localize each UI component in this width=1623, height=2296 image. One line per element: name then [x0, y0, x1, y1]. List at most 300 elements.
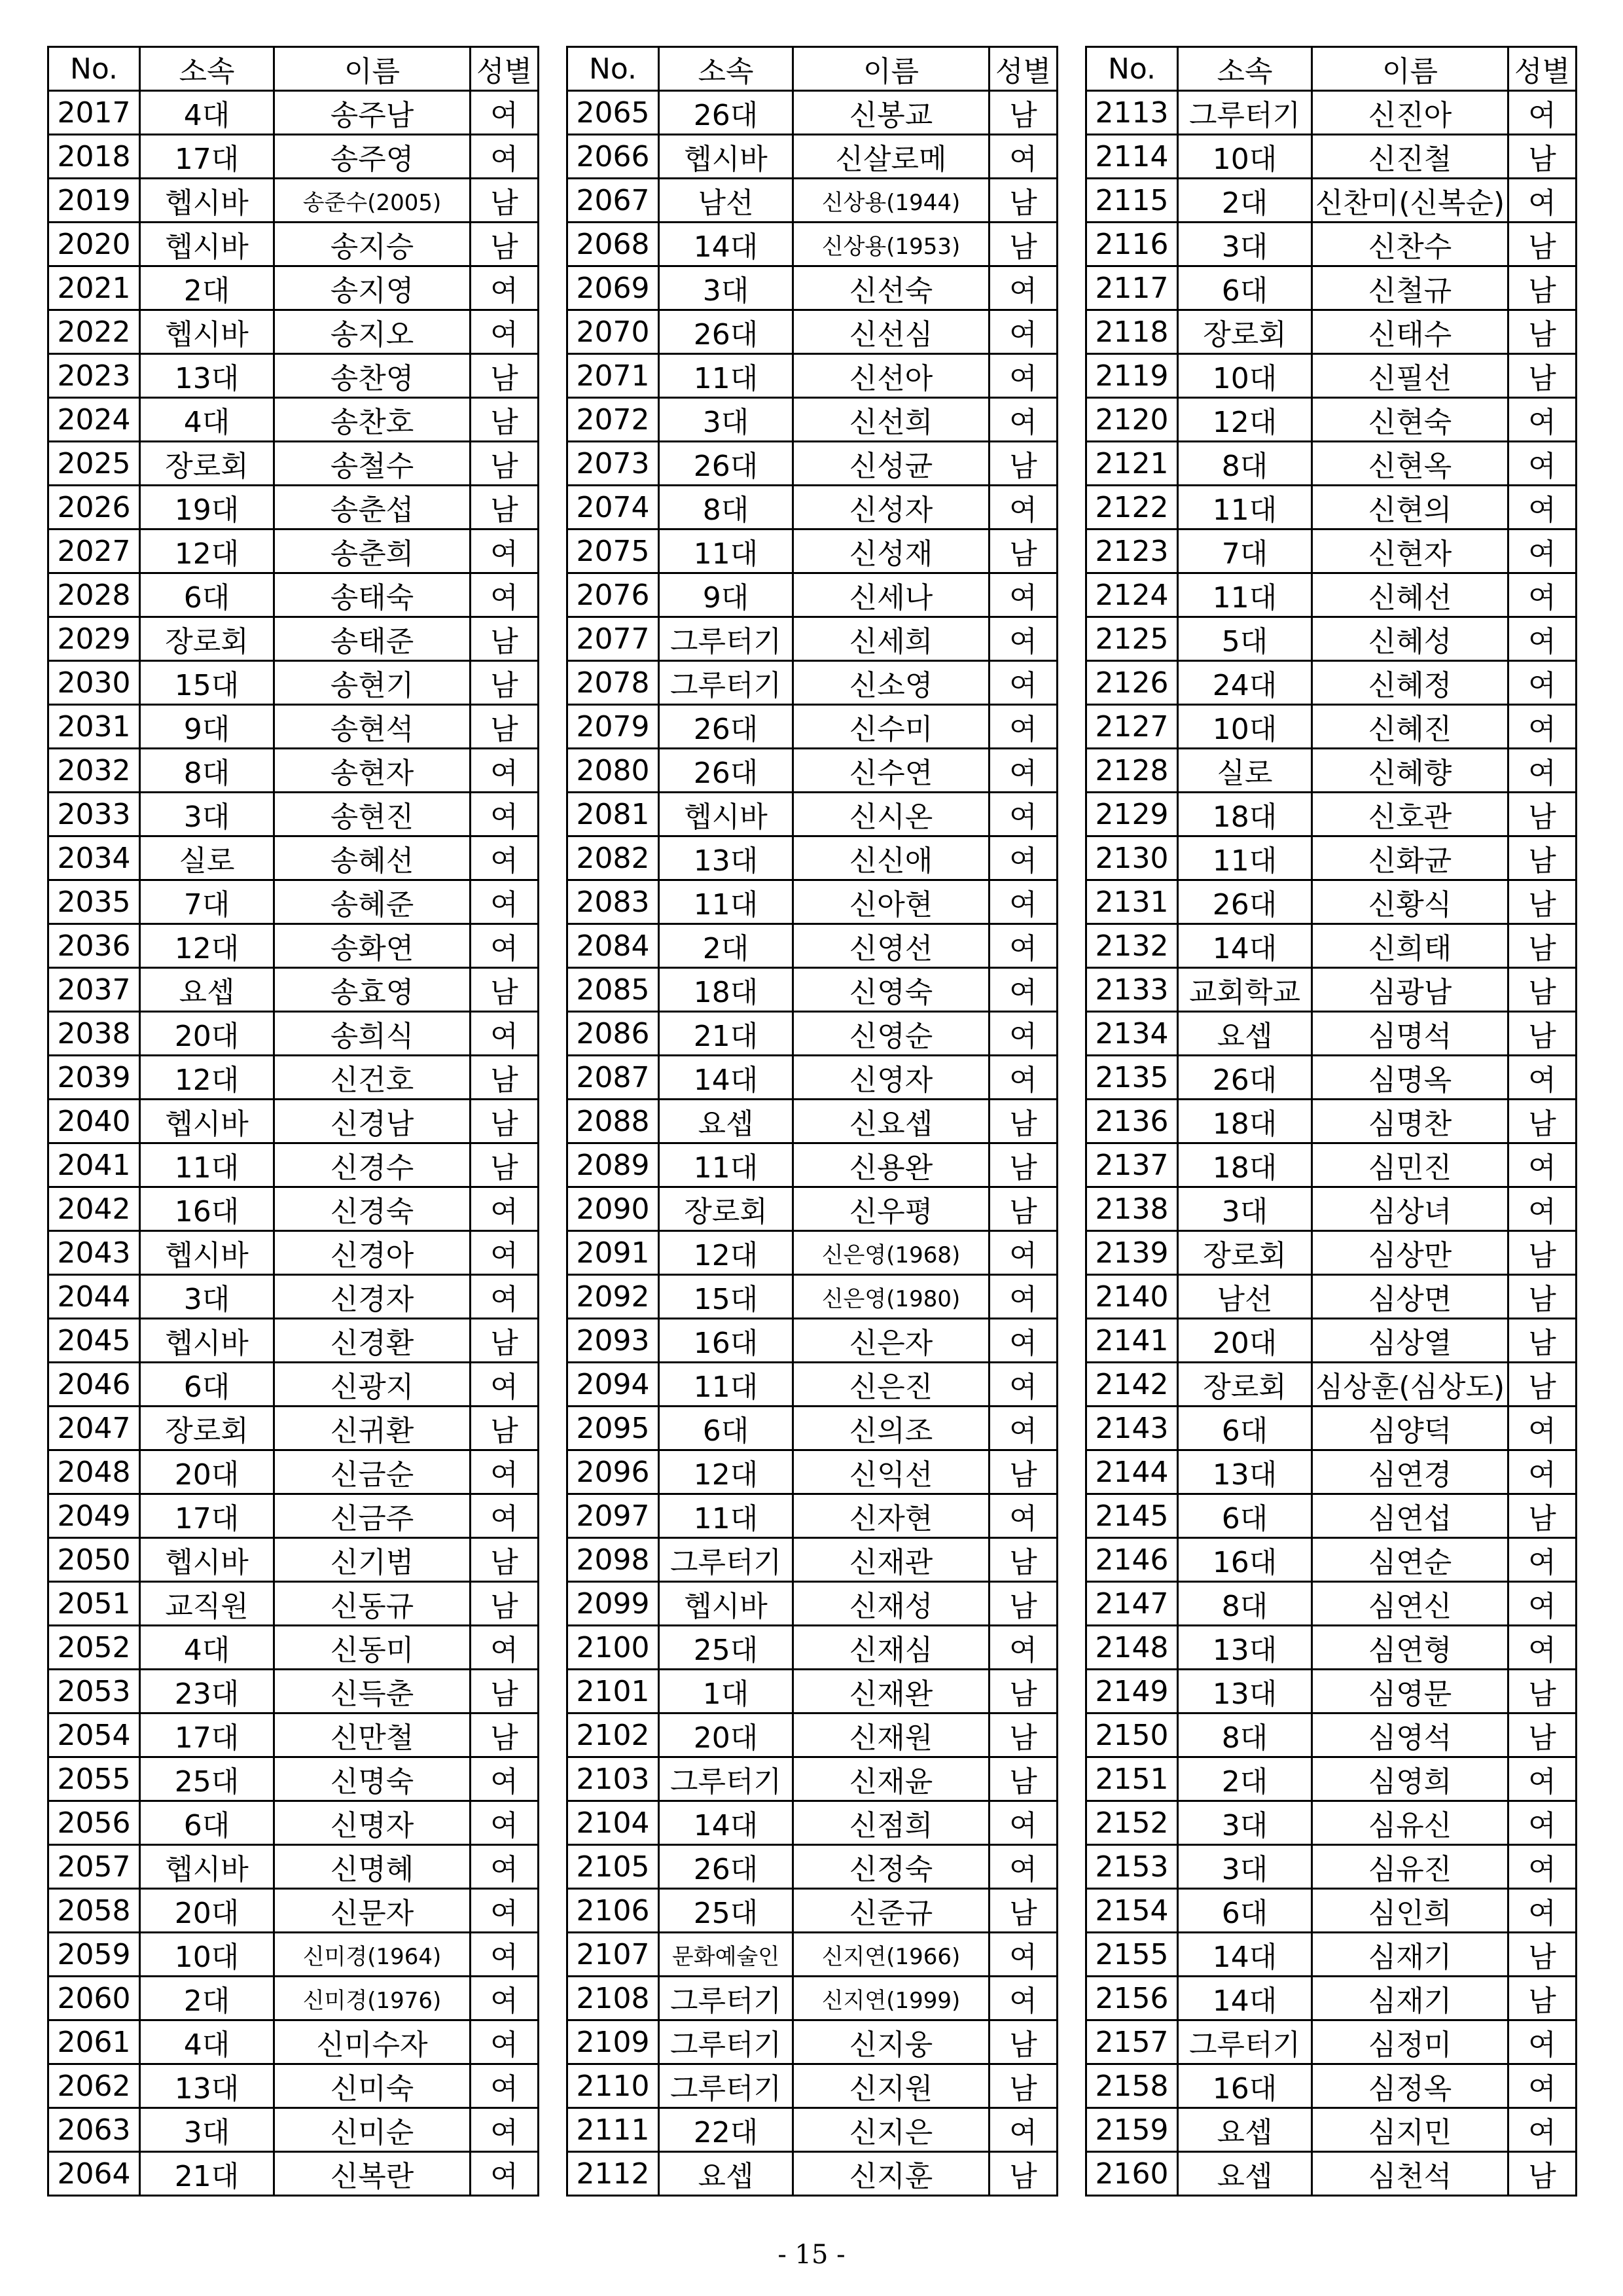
cell-sex: 여: [990, 749, 1058, 793]
cell-no: 2082: [567, 836, 659, 880]
cell-sex: 남: [471, 968, 539, 1012]
cell-no: 2035: [48, 880, 140, 924]
table-row: [1086, 398, 1577, 442]
cell-no: 2102: [567, 1713, 659, 1757]
table-row: [48, 442, 539, 486]
table-row: [48, 1319, 539, 1363]
cell-org: 헵시바: [659, 793, 793, 836]
cell-sex: 여: [1508, 573, 1577, 617]
cell-org: 10대: [140, 1933, 274, 1977]
cell-org: 요셉: [1178, 2108, 1312, 2152]
cell-org: 8대: [140, 749, 274, 793]
cell-sex: 여: [471, 1450, 539, 1494]
cell-no: 2087: [567, 1056, 659, 1100]
cell-name: 심광남: [1312, 968, 1508, 1012]
cell-sex: 남: [990, 1670, 1058, 1713]
cell-name: 신재윤: [793, 1757, 990, 1801]
cell-no: 2158: [1086, 2064, 1178, 2108]
cell-no: 2070: [567, 310, 659, 354]
cell-name: 신혜향: [1312, 749, 1508, 793]
cell-org: 17대: [140, 1713, 274, 1757]
cell-no: 2039: [48, 1056, 140, 1100]
cell-no: 2076: [567, 573, 659, 617]
cell-org: 장로회: [140, 442, 274, 486]
table-row: [1086, 573, 1577, 617]
cell-org: 12대: [1178, 398, 1312, 442]
cell-name: 신기범: [274, 1538, 471, 1582]
cell-org: 11대: [659, 529, 793, 573]
cell-name: 송혜준: [274, 880, 471, 924]
cell-org: 26대: [659, 749, 793, 793]
cell-name: 신재원: [793, 1713, 990, 1757]
cell-org: 14대: [659, 223, 793, 266]
table-row: [567, 135, 1058, 179]
table-row: [1086, 705, 1577, 749]
cell-org: 요셉: [659, 1100, 793, 1143]
cell-sex: 여: [1508, 661, 1577, 705]
cell-name: 신지훈: [793, 2152, 990, 2196]
table-row: [567, 617, 1058, 661]
cell-name: 신찬수: [1312, 223, 1508, 266]
table-row: [1086, 793, 1577, 836]
cell-name: 심연섭: [1312, 1494, 1508, 1538]
cell-name: 심연경: [1312, 1450, 1508, 1494]
cell-no: 2114: [1086, 135, 1178, 179]
cell-sex: 남: [471, 1670, 539, 1713]
table-row: [567, 2152, 1058, 2196]
cell-org: 15대: [140, 661, 274, 705]
cell-org: 21대: [140, 2152, 274, 2196]
cell-name: 심상녀: [1312, 1187, 1508, 1231]
cell-no: 2064: [48, 2152, 140, 2196]
cell-no: 2063: [48, 2108, 140, 2152]
cell-sex: 여: [1508, 1757, 1577, 1801]
table-row: [567, 529, 1058, 573]
table-row: [1086, 1143, 1577, 1187]
roster-table-3: [1085, 46, 1577, 2197]
cell-org: 18대: [1178, 1100, 1312, 1143]
cell-name: 신미경(1976): [274, 1977, 471, 2020]
cell-name: 신선심: [793, 310, 990, 354]
cell-no: 2130: [1086, 836, 1178, 880]
cell-no: 2074: [567, 486, 659, 529]
table-row: [48, 310, 539, 354]
table-row: [567, 1889, 1058, 1933]
cell-org: 실로: [1178, 749, 1312, 793]
table-row: [1086, 1626, 1577, 1670]
cell-org: 14대: [1178, 1977, 1312, 2020]
cell-org: 11대: [659, 1494, 793, 1538]
cell-sex: 남: [1508, 1933, 1577, 1977]
cell-name: 신세희: [793, 617, 990, 661]
cell-org: 11대: [659, 1143, 793, 1187]
cell-name: 심연순: [1312, 1538, 1508, 1582]
cell-no: 2038: [48, 1012, 140, 1056]
cell-name: 신경아: [274, 1231, 471, 1275]
table-row: [48, 354, 539, 398]
cell-no: 2046: [48, 1363, 140, 1407]
table-row: [567, 310, 1058, 354]
cell-org: 장로회: [1178, 1231, 1312, 1275]
cell-no: 2051: [48, 1582, 140, 1626]
cell-org: 헵시바: [659, 135, 793, 179]
cell-no: 2048: [48, 1450, 140, 1494]
cell-name: 신현옥: [1312, 442, 1508, 486]
table-row: [48, 91, 539, 135]
cell-no: 2112: [567, 2152, 659, 2196]
cell-name: 신찬미(신복순): [1312, 179, 1508, 223]
cell-name: 신명혜: [274, 1845, 471, 1889]
table-row: [567, 1143, 1058, 1187]
header-sex: 성별: [990, 47, 1058, 91]
cell-sex: 여: [1508, 179, 1577, 223]
cell-no: 2160: [1086, 2152, 1178, 2196]
cell-name: 신필선: [1312, 354, 1508, 398]
cell-no: 2024: [48, 398, 140, 442]
cell-no: 2142: [1086, 1363, 1178, 1407]
cell-org: 문화예술인: [659, 1933, 793, 1977]
cell-sex: 여: [1508, 398, 1577, 442]
cell-name: 신미순: [274, 2108, 471, 2152]
cell-no: 2032: [48, 749, 140, 793]
cell-sex: 남: [471, 705, 539, 749]
cell-name: 심유신: [1312, 1801, 1508, 1845]
cell-sex: 남: [1508, 354, 1577, 398]
cell-no: 2113: [1086, 91, 1178, 135]
cell-no: 2110: [567, 2064, 659, 2108]
cell-org: 11대: [1178, 836, 1312, 880]
cell-name: 신화균: [1312, 836, 1508, 880]
cell-name: 신요셉: [793, 1100, 990, 1143]
cell-name: 심연신: [1312, 1582, 1508, 1626]
table-row: [48, 1713, 539, 1757]
cell-sex: 여: [1508, 1889, 1577, 1933]
cell-sex: 남: [990, 1143, 1058, 1187]
cell-name: 신시온: [793, 793, 990, 836]
cell-name: 신동미: [274, 1626, 471, 1670]
cell-no: 2073: [567, 442, 659, 486]
table-row: [567, 1100, 1058, 1143]
cell-name: 신현숙: [1312, 398, 1508, 442]
table-row: [48, 1801, 539, 1845]
cell-name: 심상만: [1312, 1231, 1508, 1275]
cell-name: 신지연(1966): [793, 1933, 990, 1977]
cell-name: 신준규: [793, 1889, 990, 1933]
cell-name: 신재심: [793, 1626, 990, 1670]
cell-org: 10대: [1178, 135, 1312, 179]
cell-sex: 여: [1508, 1538, 1577, 1582]
table-row: [48, 1143, 539, 1187]
cell-no: 2125: [1086, 617, 1178, 661]
table-row: [1086, 1713, 1577, 1757]
cell-sex: 여: [990, 2108, 1058, 2152]
table-row: [48, 529, 539, 573]
roster-table-1: [47, 46, 539, 2197]
cell-org: 그루터기: [659, 661, 793, 705]
cell-no: 2077: [567, 617, 659, 661]
cell-sex: 여: [990, 1012, 1058, 1056]
cell-name: 신재완: [793, 1670, 990, 1713]
table-row: [567, 968, 1058, 1012]
cell-name: 신선숙: [793, 266, 990, 310]
cell-name: 신정숙: [793, 1845, 990, 1889]
cell-sex: 여: [1508, 2020, 1577, 2064]
cell-name: 신금주: [274, 1494, 471, 1538]
cell-name: 신은영(1980): [793, 1275, 990, 1319]
cell-org: 9대: [659, 573, 793, 617]
table-row: [1086, 1845, 1577, 1889]
cell-org: 25대: [659, 1626, 793, 1670]
cell-org: 13대: [1178, 1626, 1312, 1670]
cell-org: 3대: [1178, 1801, 1312, 1845]
table-row: [1086, 836, 1577, 880]
cell-org: 17대: [140, 1494, 274, 1538]
cell-no: 2043: [48, 1231, 140, 1275]
cell-no: 2029: [48, 617, 140, 661]
table-row: [567, 1670, 1058, 1713]
cell-name: 신신애: [793, 836, 990, 880]
table-row: [48, 1757, 539, 1801]
cell-sex: 여: [990, 1977, 1058, 2020]
cell-sex: 여: [990, 1275, 1058, 1319]
cell-name: 신은자: [793, 1319, 990, 1363]
cell-name: 신혜선: [1312, 573, 1508, 617]
cell-org: 2대: [140, 1977, 274, 2020]
table-row: [48, 836, 539, 880]
cell-sex: 남: [990, 1713, 1058, 1757]
table-row: [48, 1977, 539, 2020]
cell-org: 그루터기: [659, 2064, 793, 2108]
cell-sex: 여: [990, 1231, 1058, 1275]
cell-name: 신자현: [793, 1494, 990, 1538]
cell-name: 심정옥: [1312, 2064, 1508, 2108]
cell-sex: 여: [1508, 1450, 1577, 1494]
cell-sex: 남: [471, 179, 539, 223]
cell-org: 3대: [1178, 1845, 1312, 1889]
cell-name: 송준수(2005): [274, 179, 471, 223]
cell-name: 심영문: [1312, 1670, 1508, 1713]
cell-sex: 여: [1508, 442, 1577, 486]
cell-org: 26대: [659, 1845, 793, 1889]
cell-org: 26대: [659, 310, 793, 354]
cell-name: 송화연: [274, 924, 471, 968]
cell-name: 신현자: [1312, 529, 1508, 573]
table-row: [567, 486, 1058, 529]
cell-sex: 남: [990, 2152, 1058, 2196]
cell-name: 송현석: [274, 705, 471, 749]
cell-no: 2135: [1086, 1056, 1178, 1100]
cell-no: 2122: [1086, 486, 1178, 529]
cell-no: 2084: [567, 924, 659, 968]
cell-sex: 여: [990, 266, 1058, 310]
cell-org: 3대: [140, 793, 274, 836]
cell-no: 2081: [567, 793, 659, 836]
cell-sex: 여: [1508, 1187, 1577, 1231]
cell-org: 14대: [1178, 1933, 1312, 1977]
cell-sex: 여: [471, 135, 539, 179]
table-row: [48, 1056, 539, 1100]
table-row: [48, 573, 539, 617]
cell-org: 4대: [140, 91, 274, 135]
cell-org: 장로회: [140, 617, 274, 661]
table-row: [567, 793, 1058, 836]
cell-no: 2021: [48, 266, 140, 310]
cell-sex: 여: [990, 793, 1058, 836]
cell-no: 2107: [567, 1933, 659, 1977]
table-row: [48, 1626, 539, 1670]
cell-org: 그루터기: [659, 1757, 793, 1801]
cell-sex: 여: [471, 1933, 539, 1977]
cell-name: 송현기: [274, 661, 471, 705]
cell-sex: 여: [471, 1626, 539, 1670]
cell-no: 2090: [567, 1187, 659, 1231]
cell-no: 2101: [567, 1670, 659, 1713]
cell-name: 신미숙: [274, 2064, 471, 2108]
cell-org: 장로회: [1178, 1363, 1312, 1407]
table-row: [567, 1494, 1058, 1538]
cell-no: 2093: [567, 1319, 659, 1363]
cell-org: 그루터기: [659, 1538, 793, 1582]
cell-name: 신지원: [793, 2064, 990, 2108]
cell-sex: 여: [471, 1801, 539, 1845]
cell-org: 13대: [140, 354, 274, 398]
cell-sex: 여: [990, 661, 1058, 705]
table-row: [48, 1494, 539, 1538]
cell-org: 24대: [1178, 661, 1312, 705]
table-row: [1086, 91, 1577, 135]
table-row: [567, 749, 1058, 793]
cell-no: 2119: [1086, 354, 1178, 398]
cell-name: 신지연(1999): [793, 1977, 990, 2020]
table-row: [1086, 1100, 1577, 1143]
cell-sex: 여: [471, 573, 539, 617]
cell-sex: 여: [990, 705, 1058, 749]
cell-org: 26대: [1178, 880, 1312, 924]
cell-no: 2042: [48, 1187, 140, 1231]
cell-no: 2140: [1086, 1275, 1178, 1319]
table-row: [1086, 2064, 1577, 2108]
cell-org: 4대: [140, 1626, 274, 1670]
table-row: [48, 135, 539, 179]
cell-sex: 여: [1508, 529, 1577, 573]
cell-name: 송혜선: [274, 836, 471, 880]
cell-org: 19대: [140, 486, 274, 529]
table-row: [48, 1187, 539, 1231]
cell-no: 2065: [567, 91, 659, 135]
header-row: [1086, 47, 1577, 91]
table-row: [48, 968, 539, 1012]
cell-name: 심명찬: [1312, 1100, 1508, 1143]
cell-org: 8대: [1178, 442, 1312, 486]
table-row: [48, 1100, 539, 1143]
cell-org: 20대: [140, 1450, 274, 1494]
cell-org: 11대: [659, 354, 793, 398]
cell-sex: 남: [1508, 266, 1577, 310]
cell-no: 2022: [48, 310, 140, 354]
table-row: [48, 1450, 539, 1494]
cell-org: 요셉: [1178, 2152, 1312, 2196]
cell-org: 16대: [1178, 1538, 1312, 1582]
table-row: [1086, 968, 1577, 1012]
cell-no: 2050: [48, 1538, 140, 1582]
cell-name: 심민진: [1312, 1143, 1508, 1187]
table-row: [567, 661, 1058, 705]
cell-sex: 여: [471, 2020, 539, 2064]
cell-no: 2071: [567, 354, 659, 398]
cell-sex: 남: [1508, 1275, 1577, 1319]
table-row: [48, 179, 539, 223]
table-row: [48, 1582, 539, 1626]
cell-sex: 남: [1508, 1012, 1577, 1056]
cell-org: 14대: [659, 1801, 793, 1845]
table-row: [1086, 223, 1577, 266]
cell-no: 2111: [567, 2108, 659, 2152]
cell-org: 6대: [1178, 1407, 1312, 1450]
cell-no: 2062: [48, 2064, 140, 2108]
table-row: [567, 1538, 1058, 1582]
cell-sex: 남: [1508, 968, 1577, 1012]
cell-org: 11대: [1178, 486, 1312, 529]
cell-no: 2088: [567, 1100, 659, 1143]
cell-sex: 여: [990, 135, 1058, 179]
cell-name: 송주남: [274, 91, 471, 135]
cell-no: 2025: [48, 442, 140, 486]
cell-name: 신철규: [1312, 266, 1508, 310]
cell-name: 송지오: [274, 310, 471, 354]
cell-org: 장로회: [140, 1407, 274, 1450]
table-row: [567, 1231, 1058, 1275]
cell-sex: 여: [990, 1363, 1058, 1407]
cell-no: 2023: [48, 354, 140, 398]
cell-no: 2066: [567, 135, 659, 179]
cell-org: 요셉: [659, 2152, 793, 2196]
cell-org: 26대: [1178, 1056, 1312, 1100]
table-row: [48, 1889, 539, 1933]
cell-sex: 남: [990, 91, 1058, 135]
table-row: [567, 1407, 1058, 1450]
cell-no: 2129: [1086, 793, 1178, 836]
cell-name: 신재관: [793, 1538, 990, 1582]
cell-no: 2078: [567, 661, 659, 705]
cell-name: 신영자: [793, 1056, 990, 1100]
cell-no: 2150: [1086, 1713, 1178, 1757]
cell-no: 2120: [1086, 398, 1178, 442]
cell-sex: 남: [471, 1713, 539, 1757]
cell-org: 장로회: [659, 1187, 793, 1231]
table-row: [567, 1450, 1058, 1494]
cell-sex: 남: [1508, 223, 1577, 266]
cell-name: 신봉교: [793, 91, 990, 135]
cell-name: 신득춘: [274, 1670, 471, 1713]
cell-org: 23대: [140, 1670, 274, 1713]
table-row: [48, 1275, 539, 1319]
table-row: [567, 1757, 1058, 1801]
cell-name: 신지웅: [793, 2020, 990, 2064]
cell-org: 헵시바: [659, 1582, 793, 1626]
table-row: [1086, 1231, 1577, 1275]
cell-no: 2058: [48, 1889, 140, 1933]
cell-org: 26대: [659, 442, 793, 486]
cell-no: 2118: [1086, 310, 1178, 354]
cell-org: 실로: [140, 836, 274, 880]
cell-name: 심양덕: [1312, 1407, 1508, 1450]
cell-org: 11대: [140, 1143, 274, 1187]
cell-sex: 남: [1508, 1100, 1577, 1143]
cell-org: 헵시바: [140, 1100, 274, 1143]
cell-sex: 여: [471, 1231, 539, 1275]
cell-org: 그루터기: [1178, 2020, 1312, 2064]
cell-no: 2104: [567, 1801, 659, 1845]
